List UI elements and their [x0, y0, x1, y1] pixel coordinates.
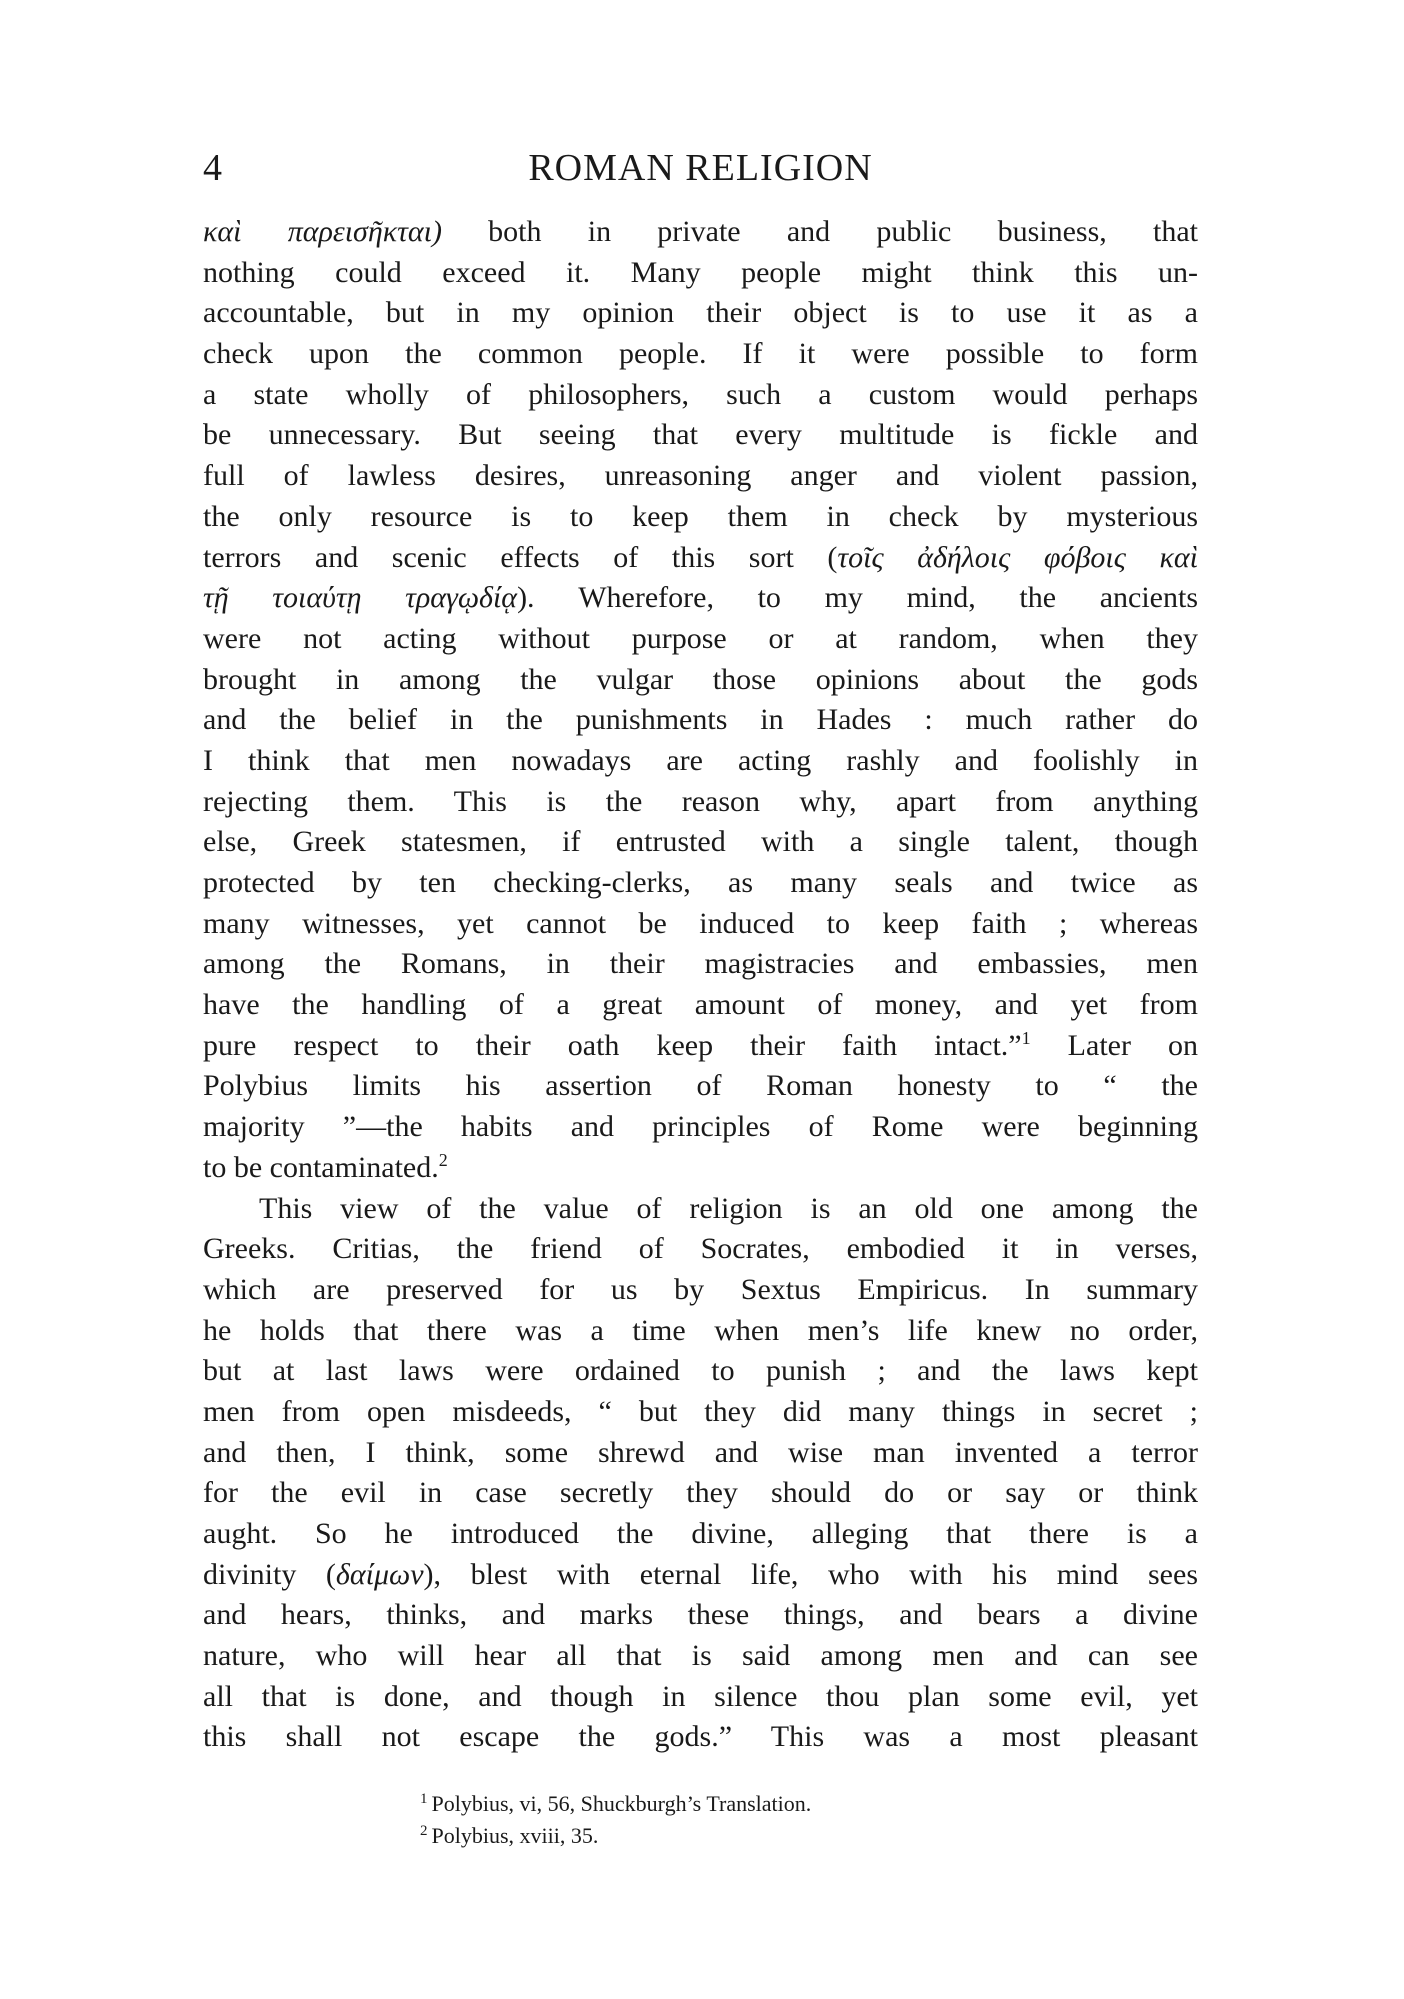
line-text: for the evil in case secretly they should do or say or think: [203, 1476, 1198, 1510]
line-text: a state wholly of philosophers, such a custom would perhaps: [203, 377, 1198, 411]
line-text: both in private and public business, that: [441, 215, 1198, 248]
line-text: be unnecessary. But seeing that every multitude is fickle and: [203, 418, 1198, 452]
text-line: [203, 904, 1198, 945]
line-text: majority ”—the habits and principles of Rome were beginning: [203, 1110, 1198, 1144]
text-line: [203, 1392, 1198, 1433]
line-tail: Later on: [1030, 1028, 1198, 1062]
line-text: aught. So he introduced the divine, alleging that there is a: [203, 1517, 1198, 1550]
text-line: [203, 253, 1198, 294]
greek-phrase: καὶ παρεισῆκται): [203, 215, 442, 248]
line-text: ). Wherefore, to my mind, the ancients: [517, 581, 1198, 615]
text-line: [203, 1555, 1198, 1596]
line-text: else, Greek statesmen, if entrusted with a single talent, though: [203, 825, 1198, 859]
line-text: all that is done, and though in silence thou plan some evil, yet: [203, 1679, 1198, 1713]
text-line: [203, 741, 1198, 782]
footnote-1-text: Polybius, vi, 56, Shuckburgh’s Translation.: [431, 1791, 812, 1816]
text-line: [203, 619, 1198, 660]
footnote-1: [420, 1788, 1060, 1820]
line-text: among the Romans, in their magistracies and embassies, men: [203, 947, 1198, 981]
text-line: [203, 944, 1198, 985]
text-line: [203, 1066, 1198, 1107]
text-line: [203, 1148, 1198, 1189]
page-number: 4: [203, 147, 222, 189]
line-text: check upon the common people. If it were possible to form: [203, 337, 1198, 371]
text-line: [203, 1473, 1198, 1514]
text-line: [203, 334, 1198, 375]
footnote-2-mark: 2: [420, 1823, 428, 1839]
text-line: [203, 1636, 1198, 1677]
text-line: [203, 415, 1198, 456]
text-line: [203, 1229, 1198, 1270]
paragraph-1: [203, 212, 1198, 1189]
line-text: nothing could exceed it. Many people might think this un-: [203, 255, 1198, 289]
text-line: [203, 375, 1198, 416]
line-tail: ), blest with eternal life, who with his mind sees: [423, 1557, 1198, 1591]
line-text: accountable, but in my opinion their object is to use it as a: [203, 296, 1198, 330]
text-line: [203, 1514, 1198, 1555]
line-text: rejecting them. This is the reason why, apart from anything: [203, 784, 1198, 818]
line-text: nature, who will hear all that is said among men and can see: [203, 1639, 1198, 1673]
line-text: this shall not escape the gods.” This was a most pleasant: [203, 1720, 1198, 1754]
line-text: I think that men nowadays are acting rashly and foolishly in: [203, 743, 1198, 777]
text-line: [203, 660, 1198, 701]
text-line: [203, 212, 1198, 253]
text-line: [203, 863, 1198, 904]
text-line: [203, 1677, 1198, 1718]
line-text: the only resource is to keep them in check by mysterious: [203, 499, 1198, 533]
line-text: many witnesses, yet cannot be induced to keep faith ; whereas: [203, 906, 1198, 940]
body-text: [203, 212, 1198, 1758]
paragraph-2: [203, 1189, 1198, 1759]
text-line: [203, 1433, 1198, 1474]
text-line: [203, 578, 1198, 619]
text-line: [203, 985, 1198, 1026]
footnotes: [420, 1788, 1060, 1852]
footnote-ref: 2: [438, 1149, 448, 1170]
line-text: to be contaminated.: [203, 1150, 439, 1184]
text-line: [203, 1026, 1198, 1067]
text-line: [203, 700, 1198, 741]
line-text: but at last laws were ordained to punish ; and the laws kept: [203, 1354, 1198, 1388]
text-line: [203, 293, 1198, 334]
line-text: Greeks. Critias, the friend of Socrates, embodied it in verses,: [203, 1232, 1198, 1266]
text-line: [203, 1717, 1198, 1758]
line-text: have the handling of a great amount of money, and yet from: [203, 988, 1198, 1022]
footnote-ref: 1: [1021, 1027, 1031, 1048]
text-line: [203, 782, 1198, 823]
line-text: and then, I think, some shrewd and wise man invented a terror: [203, 1435, 1198, 1469]
text-line: [203, 1311, 1198, 1352]
line-text: Polybius limits his assertion of Roman honesty to “ the: [203, 1069, 1198, 1103]
line-text: he holds that there was a time when men’s life knew no order,: [203, 1313, 1198, 1347]
line-text: pure respect to their oath keep their faith intact.”: [203, 1028, 1022, 1062]
line-text: divinity (: [203, 1557, 336, 1591]
line-text: men from open misdeeds, “ but they did many things in secret ;: [203, 1394, 1198, 1428]
line-text: and the belief in the punishments in Hades : much rather do: [203, 703, 1198, 737]
text-line: [203, 1189, 1198, 1230]
line-text: terrors and scenic effects of this sort (: [203, 540, 838, 574]
line-text: This view of the value of religion is an old one among the: [259, 1191, 1198, 1225]
text-line: [203, 1270, 1198, 1311]
text-line: [203, 1595, 1198, 1636]
greek-phrase: τῇ τοιαύτῃ τραγῳδίᾳ: [203, 581, 518, 615]
line-text: and hears, thinks, and marks these things, and bears a divine: [203, 1598, 1198, 1632]
text-line: [203, 1107, 1198, 1148]
line-text: which are preserved for us by Sextus Empiricus. In summary: [203, 1272, 1198, 1306]
text-line: [203, 497, 1198, 538]
text-line: [203, 822, 1198, 863]
text-line: [203, 538, 1198, 579]
footnote-2-text: Polybius, xviii, 35.: [431, 1823, 599, 1848]
text-line: [203, 1351, 1198, 1392]
footnote-2: [420, 1820, 1060, 1852]
line-text: brought in among the vulgar those opinions about the gods: [203, 662, 1198, 696]
page-title: ROMAN RELIGION: [528, 147, 873, 189]
text-line: [203, 456, 1198, 497]
greek-phrase: δαίμων: [335, 1557, 424, 1591]
footnote-1-mark: 1: [420, 1791, 428, 1807]
greek-phrase: τοῖς ἀδήλοις φόβοις καὶ: [837, 540, 1198, 574]
line-text: protected by ten checking-clerks, as many seals and twice as: [203, 866, 1198, 899]
line-text: were not acting without purpose or at random, when they: [203, 621, 1198, 655]
line-text: full of lawless desires, unreasoning anger and violent passion,: [203, 459, 1198, 493]
running-head: [203, 143, 1198, 193]
